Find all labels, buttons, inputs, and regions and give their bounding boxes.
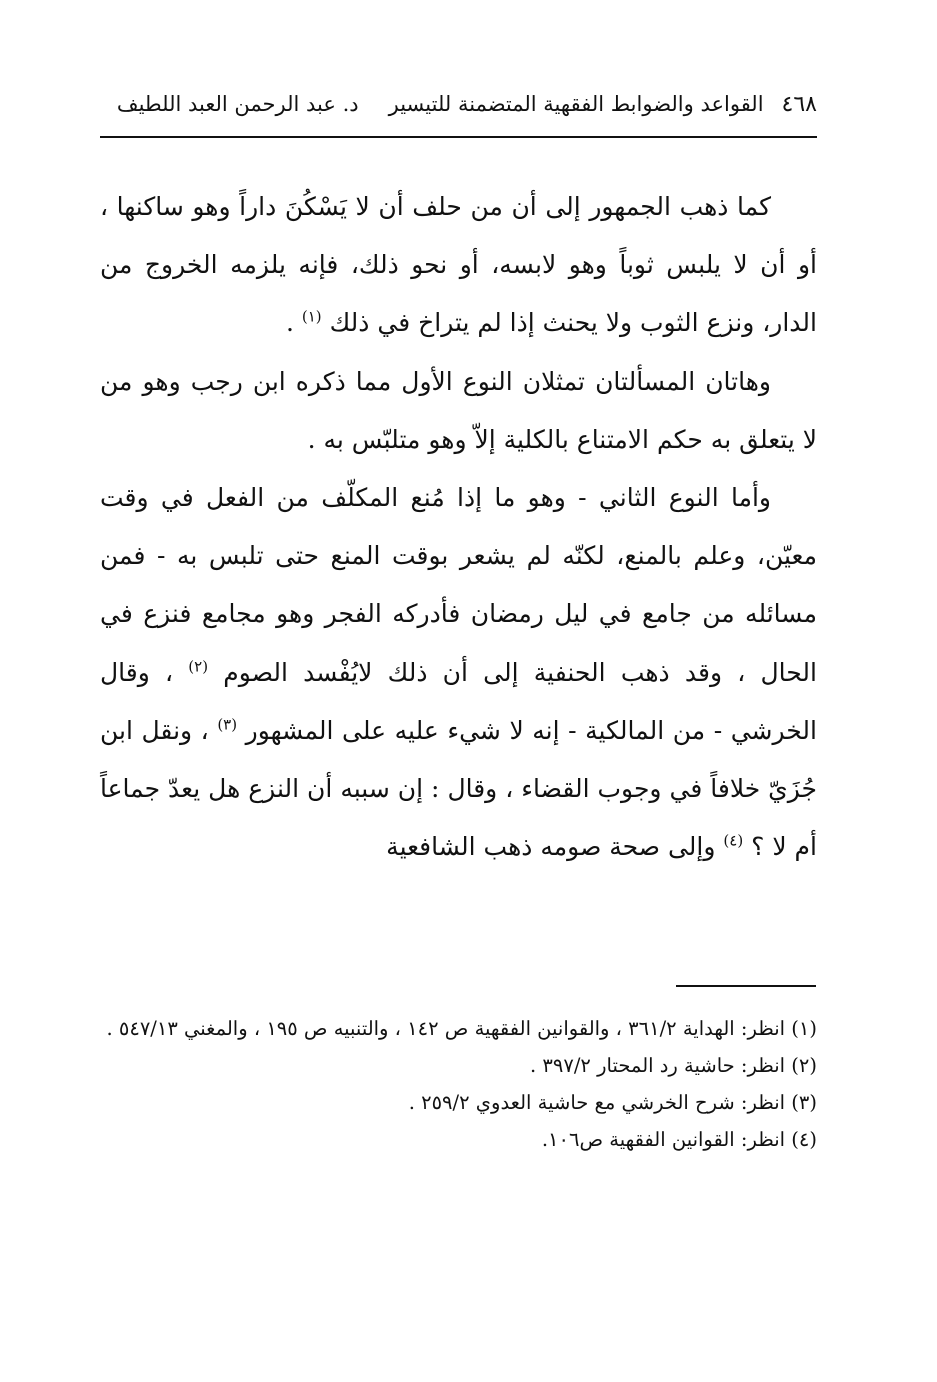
paragraph-3-part-1: وأما النوع الثاني - وهو ما إذا مُنع المكلّف من الفعل في وقت معيّن، وعلم بالمنع، لكنّه لم يشعر بوقت المنع حتى تلبس به - فمن مسائله من جامع في ليل رمضان فأدركه الفجر وهو مجامع فنزع في الحال ، وقد ذهب الحنفية إلى أن ذلك لايُفْسد الصوم — [100, 483, 817, 687]
footnote-ref-3: (٣) — [217, 715, 238, 734]
paragraph-1-text: كما ذهب الجمهور إلى أن من حلف أن لا يَسْكُنَ داراً وهو ساكنها ، أو أن لا يلبس ثوباً وهو لابسه، أو نحو ذلك، فإنه يلزمه الخروج من الدار، ونزع الثوب ولا يحنث إذا لم يتراخ في ذلك — [100, 192, 817, 338]
paragraph-3-part-4: وإلى صحة صومه ذهب الشافعية — [386, 832, 724, 862]
footnote-1: (١) انظر: الهداية ٣٦١/٢ ، والقوانين الفقهية ص ١٤٢ ، والتنبيه ص ١٩٥ ، والمغني ٥٤٧/١٣ . — [106, 1017, 817, 1040]
paragraph-3-part-2: ، وقال الخرشي - من المالكية - إنه لا شيء عليه على المشهور — [100, 657, 817, 745]
paragraph-2-text: وهاتان المسألتان تمثلان النوع الأول مما ذكره ابن رجب وهو من لا يتعلق به حكم الامتناع بالكلية إلاّ وهو متلبّس به . — [100, 366, 817, 454]
footnote-4: (٤) انظر: القوانين الفقهية ص١٠٦. — [541, 1128, 817, 1151]
footnote-ref-4: (٤) — [723, 831, 744, 850]
footnotes — [100, 1010, 817, 1158]
paragraph-2 — [100, 353, 817, 469]
author-name: د. عبد الرحمن العبد اللطيف — [116, 92, 359, 116]
paragraph-3-part-3: ، ونقل ابن جُزَيّ خلافاً في وجوب القضاء ، وقال : إن سببه أن النزع هل يعدّ جماعاً أم لا ؟ — [100, 715, 817, 862]
running-header — [100, 84, 817, 124]
paragraph-1-tail: . — [285, 308, 302, 338]
book-title: القواعد والضوابط الفقهية المتضمنة للتيسير — [388, 92, 764, 116]
paragraph-3 — [100, 469, 817, 876]
footnote-ref-1: (١) — [301, 308, 322, 327]
page-number: ٤٦٨ — [781, 91, 817, 117]
footnote-ref-2: (٢) — [188, 657, 209, 676]
main-text — [100, 178, 817, 876]
footnote-2: (٢) انظر: حاشية رد المحتار ٣٩٧/٢ . — [530, 1054, 817, 1077]
footnote-3: (٣) انظر: شرح الخرشي مع حاشية العدوي ٢٥٩/٢ . — [408, 1091, 817, 1114]
header-divider — [100, 136, 817, 138]
paragraph-1 — [100, 178, 817, 353]
footnote-divider — [676, 985, 816, 987]
